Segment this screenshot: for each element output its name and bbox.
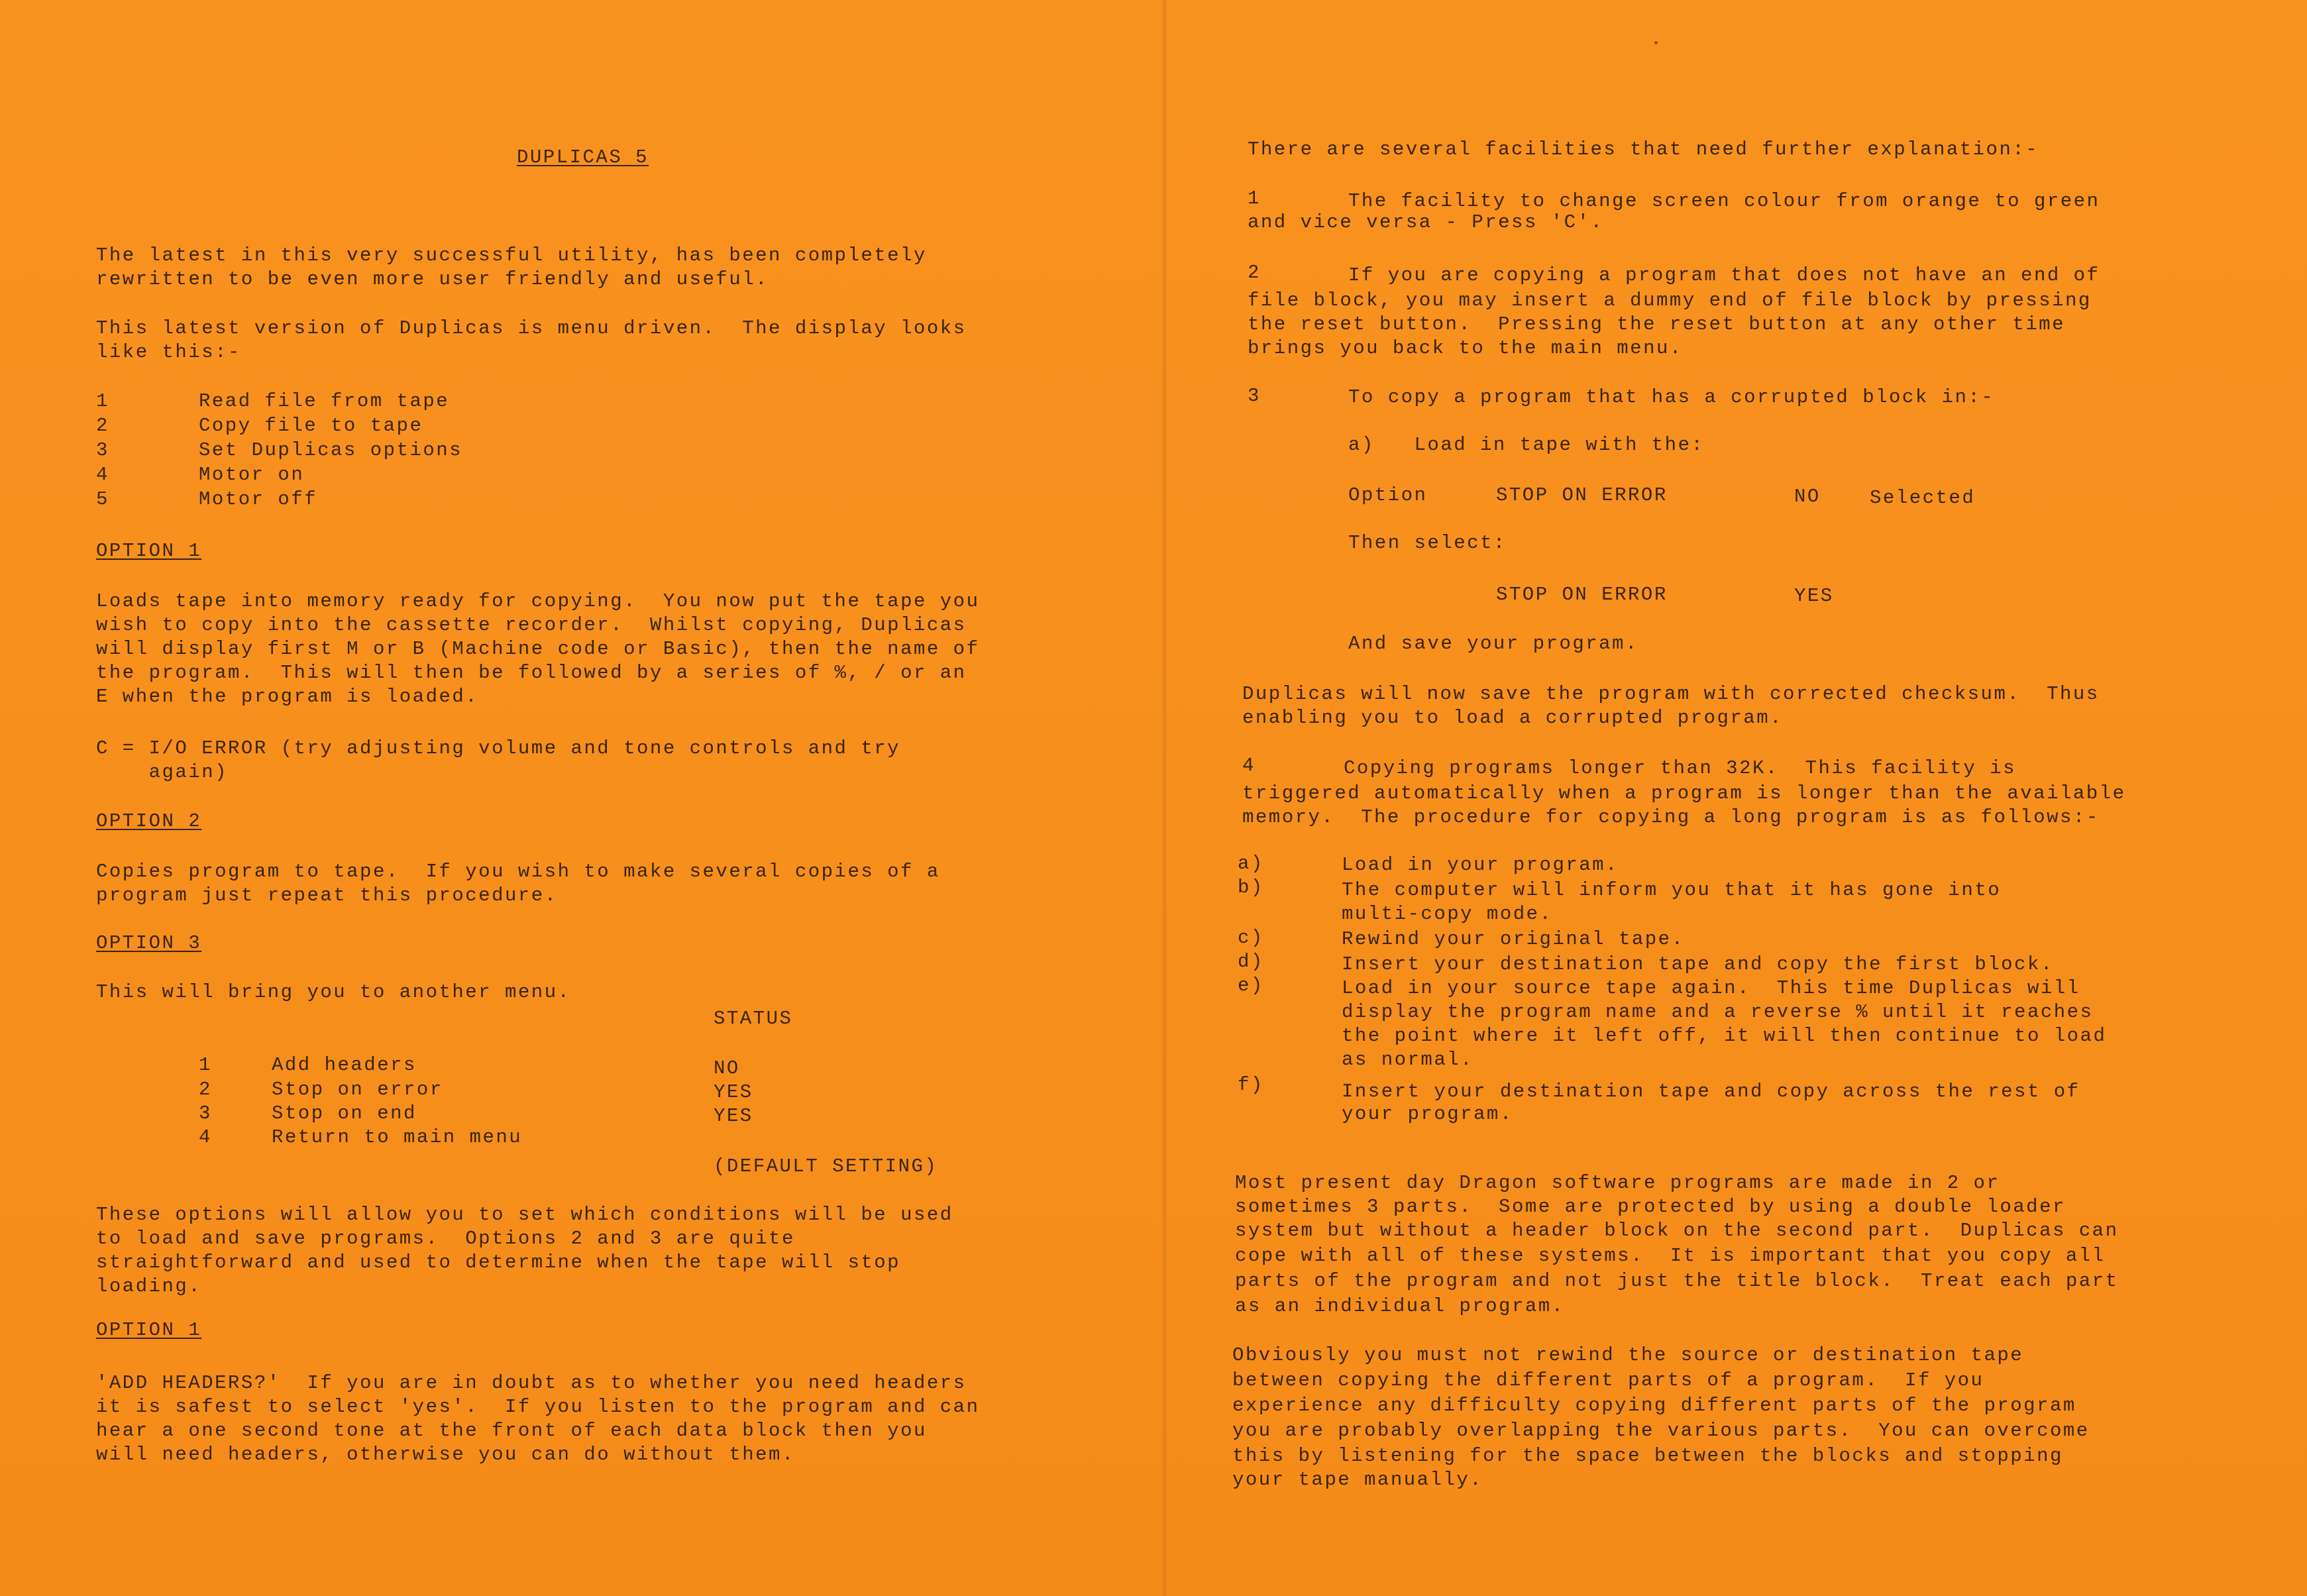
- step-label: d): [1238, 951, 1264, 973]
- option-3-intro: This will bring you to another menu.: [96, 981, 571, 1003]
- option-label: Add headers: [272, 1054, 417, 1076]
- option-number: 4: [199, 1126, 212, 1148]
- facility-number: 4: [1242, 755, 1256, 776]
- facility-number: 2: [1248, 262, 1261, 284]
- option-number: 1: [199, 1054, 212, 1076]
- option-label: Return to main menu: [272, 1126, 523, 1148]
- menu-item-number: 4: [96, 464, 109, 486]
- default-setting-label: (DEFAULT SETTING): [714, 1155, 938, 1177]
- menu-item-label: Copy file to tape: [199, 415, 423, 437]
- menu-item-number: 2: [96, 415, 109, 437]
- option-2-heading: OPTION 2: [96, 810, 202, 832]
- menu-item-number: 3: [96, 439, 109, 461]
- menu-item-number: 1: [96, 390, 109, 412]
- facilities-intro: There are several facilities that need further explanation:-: [1248, 138, 2039, 160]
- ink-speck: [1654, 41, 1658, 44]
- facility-number: 1: [1248, 187, 1261, 209]
- step-label: f): [1238, 1074, 1264, 1096]
- menu-item-label: Motor on: [199, 464, 305, 486]
- option-status: YES: [714, 1105, 753, 1127]
- menu-item-label: Set Duplicas options: [199, 439, 463, 461]
- option-label: Stop on end: [272, 1102, 417, 1124]
- option-1-heading: OPTION 1: [96, 540, 202, 562]
- option-number: 3: [199, 1102, 212, 1124]
- step-label: e): [1238, 975, 1264, 996]
- right-page: There are several facilities that need further explanation:- 1 The facility to change screen colour from orange to green and vice versa - Press 'C'. 2 If you are copying a program that does not have an end of file block, you may insert a dummy end of file block by pressing the reset button. Pressing the reset button at any other time brings you back to the main menu. 3 To copy a program that has a corrupted block in:- a) Load in tape with the: Option STOP ON ERROR NO Selected Then select: STOP ON ERROR YES And save your program. Duplicas will now save the program with corrected checksum. Thus enabling you to load a corrupted program. 4 Copying programs longer than 32K. This facility is triggered automatically when a program is longer than the available memory. The procedure for copying a long program is as follows:- a) Load in your program. b) The computer will inform you that it has gone into multi-copy mode. c) Rewind your original tape. d) Insert your destination tape and copy the first block. e) Load in your source tape again. This time Duplicas will display the program name and a reverse % until it reaches the point where it left off, it will then continue to load as normal. f) Insert your destination tape and copy across the rest of your program. Most present day Dragon software programs are made in 2 or sometimes 3 parts. Some are protected by using a double loader system but without a header block on the second part. Duplicas can cope with all of these systems. It is important that you copy all parts of the program and not just the title block. Treat each part as an individual program. Obviously you must not rewind the source or destination tape between copying the different parts of a program. If you experience any difficulty copying different parts of the program you are probably overlapping the various parts. You can overcome this by listening for the space between the blocks and stopping your tape manually.: [1166, 0, 2307, 1596]
- step-label: a): [1238, 853, 1264, 875]
- option-status: YES: [714, 1081, 753, 1103]
- step-label: c): [1238, 927, 1264, 949]
- menu-item-label: Read file from tape: [199, 390, 450, 412]
- option-label: Stop on error: [272, 1079, 443, 1100]
- facility-number: 3: [1248, 385, 1261, 407]
- document-title: DUPLICAS 5: [517, 146, 649, 168]
- option-3-heading: OPTION 3: [96, 932, 202, 954]
- option-number: 2: [199, 1079, 212, 1100]
- menu-item-label: Motor off: [199, 488, 318, 510]
- option-status: NO: [714, 1057, 740, 1079]
- menu-item-number: 5: [96, 488, 109, 510]
- option-1b-heading: OPTION 1: [96, 1319, 202, 1341]
- status-column-header: STATUS: [714, 1008, 793, 1030]
- left-page: DUPLICAS 5 The latest in this very successful utility, has been completely rewritten to be even more user friendly and useful. This latest version of Duplicas is menu driven. The display looks like this:- 1 Read file from tape 2 Copy file to tape 3 Set Duplicas options 4 Motor on 5 Motor off OPTION 1 Loads tape into memory ready for copying. You now put the tape you wish to copy into the cassette recorder. Whilst copying, Duplicas will display first M or B (Machine code or Basic), then the name of the program. This will then be followed by a series of %, / or an E when the program is loaded. C = I/O ERROR (try adjusting volume and tone controls and try again) OPTION 2 Copies program to tape. If you wish to make several copies of a program just repeat this procedure. OPTION 3 This will bring you to another menu. STATUS 1 Add headers NO 2 Stop on error YES 3 Stop on end YES 4 Return to main menu (DEFAULT SETTING) These options will allow you to set which conditions will be used to load and save programs. Options 2 and 3 are quite straightforward and used to determine when the tape will stop loading. OPTION 1 'ADD HEADERS?' If you are in doubt as to whether you need headers it is safest to select 'yes'. If you listen to the program and can hear a one second tone at the front of each data block then you will need headers, otherwise you can do without them.: [0, 0, 1166, 1596]
- step-label: b): [1238, 877, 1264, 898]
